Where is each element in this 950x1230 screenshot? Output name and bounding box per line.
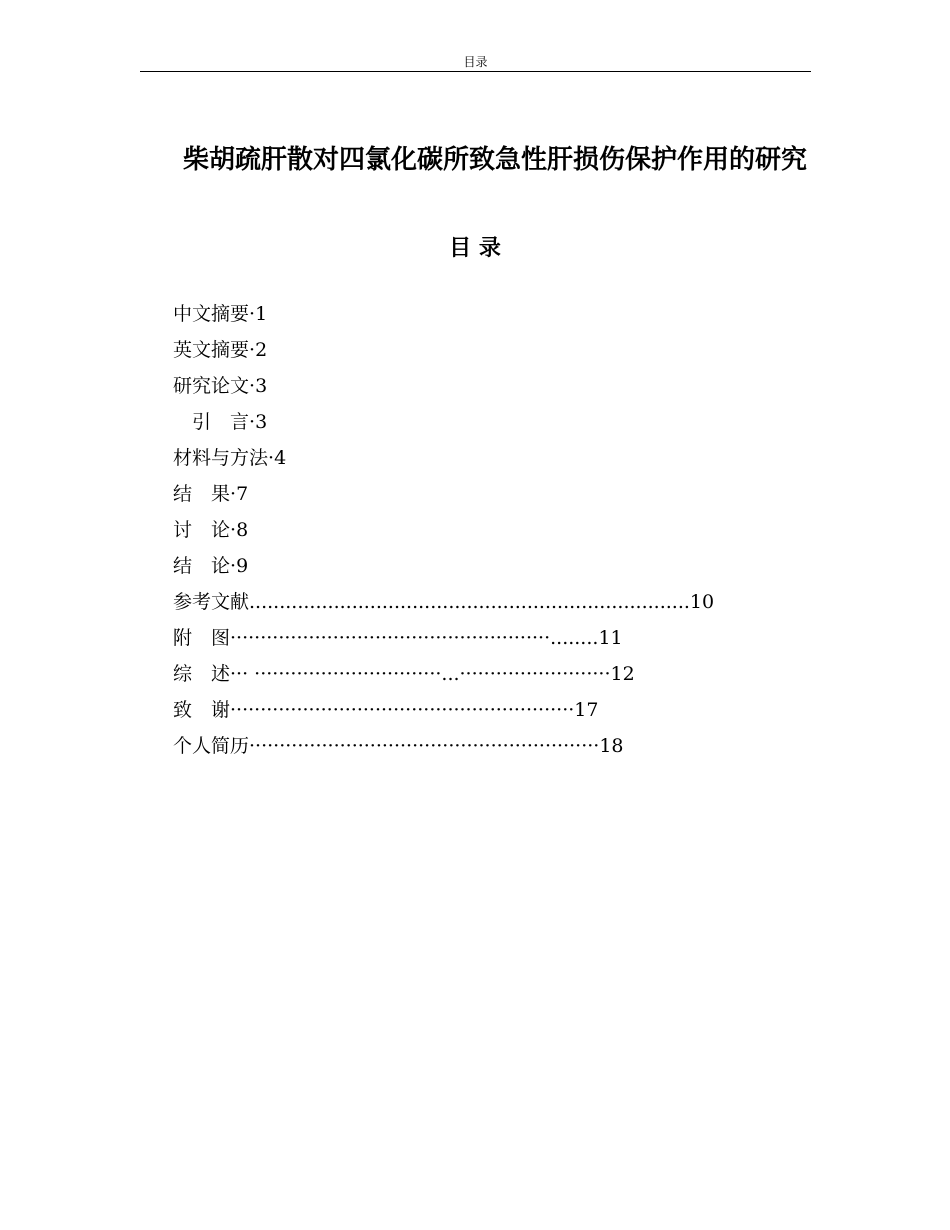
toc-leader: · — [230, 483, 237, 505]
toc-label: 个人简历 — [173, 735, 250, 757]
toc-heading: 目 录 — [449, 236, 501, 261]
toc-entry[interactable] — [173, 728, 714, 764]
toc-entry[interactable] — [173, 548, 714, 584]
toc-page-number: 9 — [236, 555, 249, 577]
toc-label: 英文摘要 — [173, 339, 250, 361]
toc-leader: ··· ·······························...························· — [230, 663, 611, 685]
toc-leader: ·························································· — [249, 735, 600, 757]
toc-leader: ......................................................................... — [249, 591, 690, 613]
toc-page-number: 3 — [255, 411, 268, 433]
toc-page-number: 10 — [689, 591, 715, 613]
toc-label: 综 述 — [173, 663, 231, 685]
toc-label: 附 图 — [173, 627, 231, 649]
toc-entry[interactable] — [173, 584, 714, 620]
toc-page-number: 1 — [255, 303, 268, 325]
toc-entry[interactable] — [173, 332, 714, 368]
toc-leader: · — [249, 411, 256, 433]
toc-page-number: 7 — [236, 483, 249, 505]
toc-leader: ·····················································........ — [230, 627, 599, 649]
header-rule — [140, 71, 811, 72]
toc-label: 材料与方法 — [173, 447, 269, 469]
toc-leader: · — [249, 375, 256, 397]
toc-page-number: 8 — [236, 519, 249, 541]
toc-label: 参考文献 — [173, 591, 250, 613]
toc-entry[interactable] — [173, 620, 714, 656]
page-header: 目录 — [463, 55, 488, 69]
toc-leader: · — [249, 303, 256, 325]
toc-page-number: 18 — [599, 735, 624, 757]
toc-leader: · — [230, 555, 237, 577]
toc-page-number: 4 — [274, 447, 287, 469]
toc-leader: · — [249, 339, 256, 361]
toc-label: 致 谢 — [173, 699, 231, 721]
toc-page-number: 3 — [255, 375, 268, 397]
toc-label: 结 果 — [173, 483, 231, 505]
toc-entry[interactable] — [173, 368, 714, 404]
toc-leader: ························································· — [230, 699, 575, 721]
toc-label: 研究论文 — [173, 375, 250, 397]
toc-entry[interactable] — [173, 656, 714, 692]
toc-entry[interactable] — [173, 512, 714, 548]
toc-entry[interactable] — [173, 296, 714, 332]
toc-label: 结 论 — [173, 555, 231, 577]
toc-label: 讨 论 — [173, 519, 231, 541]
document-title: 柴胡疏肝散对四氯化碳所致急性肝损伤保护作用的研究 — [183, 145, 808, 175]
toc-page-number: 2 — [255, 339, 268, 361]
toc-leader: · — [268, 447, 275, 469]
toc-page-number: 17 — [574, 699, 599, 721]
toc-entry[interactable] — [173, 404, 714, 440]
toc-entry[interactable] — [173, 476, 714, 512]
toc-entry[interactable] — [173, 692, 714, 728]
toc-label: 中文摘要 — [173, 303, 250, 325]
toc-page-number: 11 — [598, 627, 623, 649]
toc-leader: · — [230, 519, 237, 541]
toc-entry[interactable] — [173, 440, 714, 476]
table-of-contents — [173, 296, 714, 764]
toc-label: 引 言 — [173, 411, 250, 433]
toc-page-number: 12 — [610, 663, 635, 685]
